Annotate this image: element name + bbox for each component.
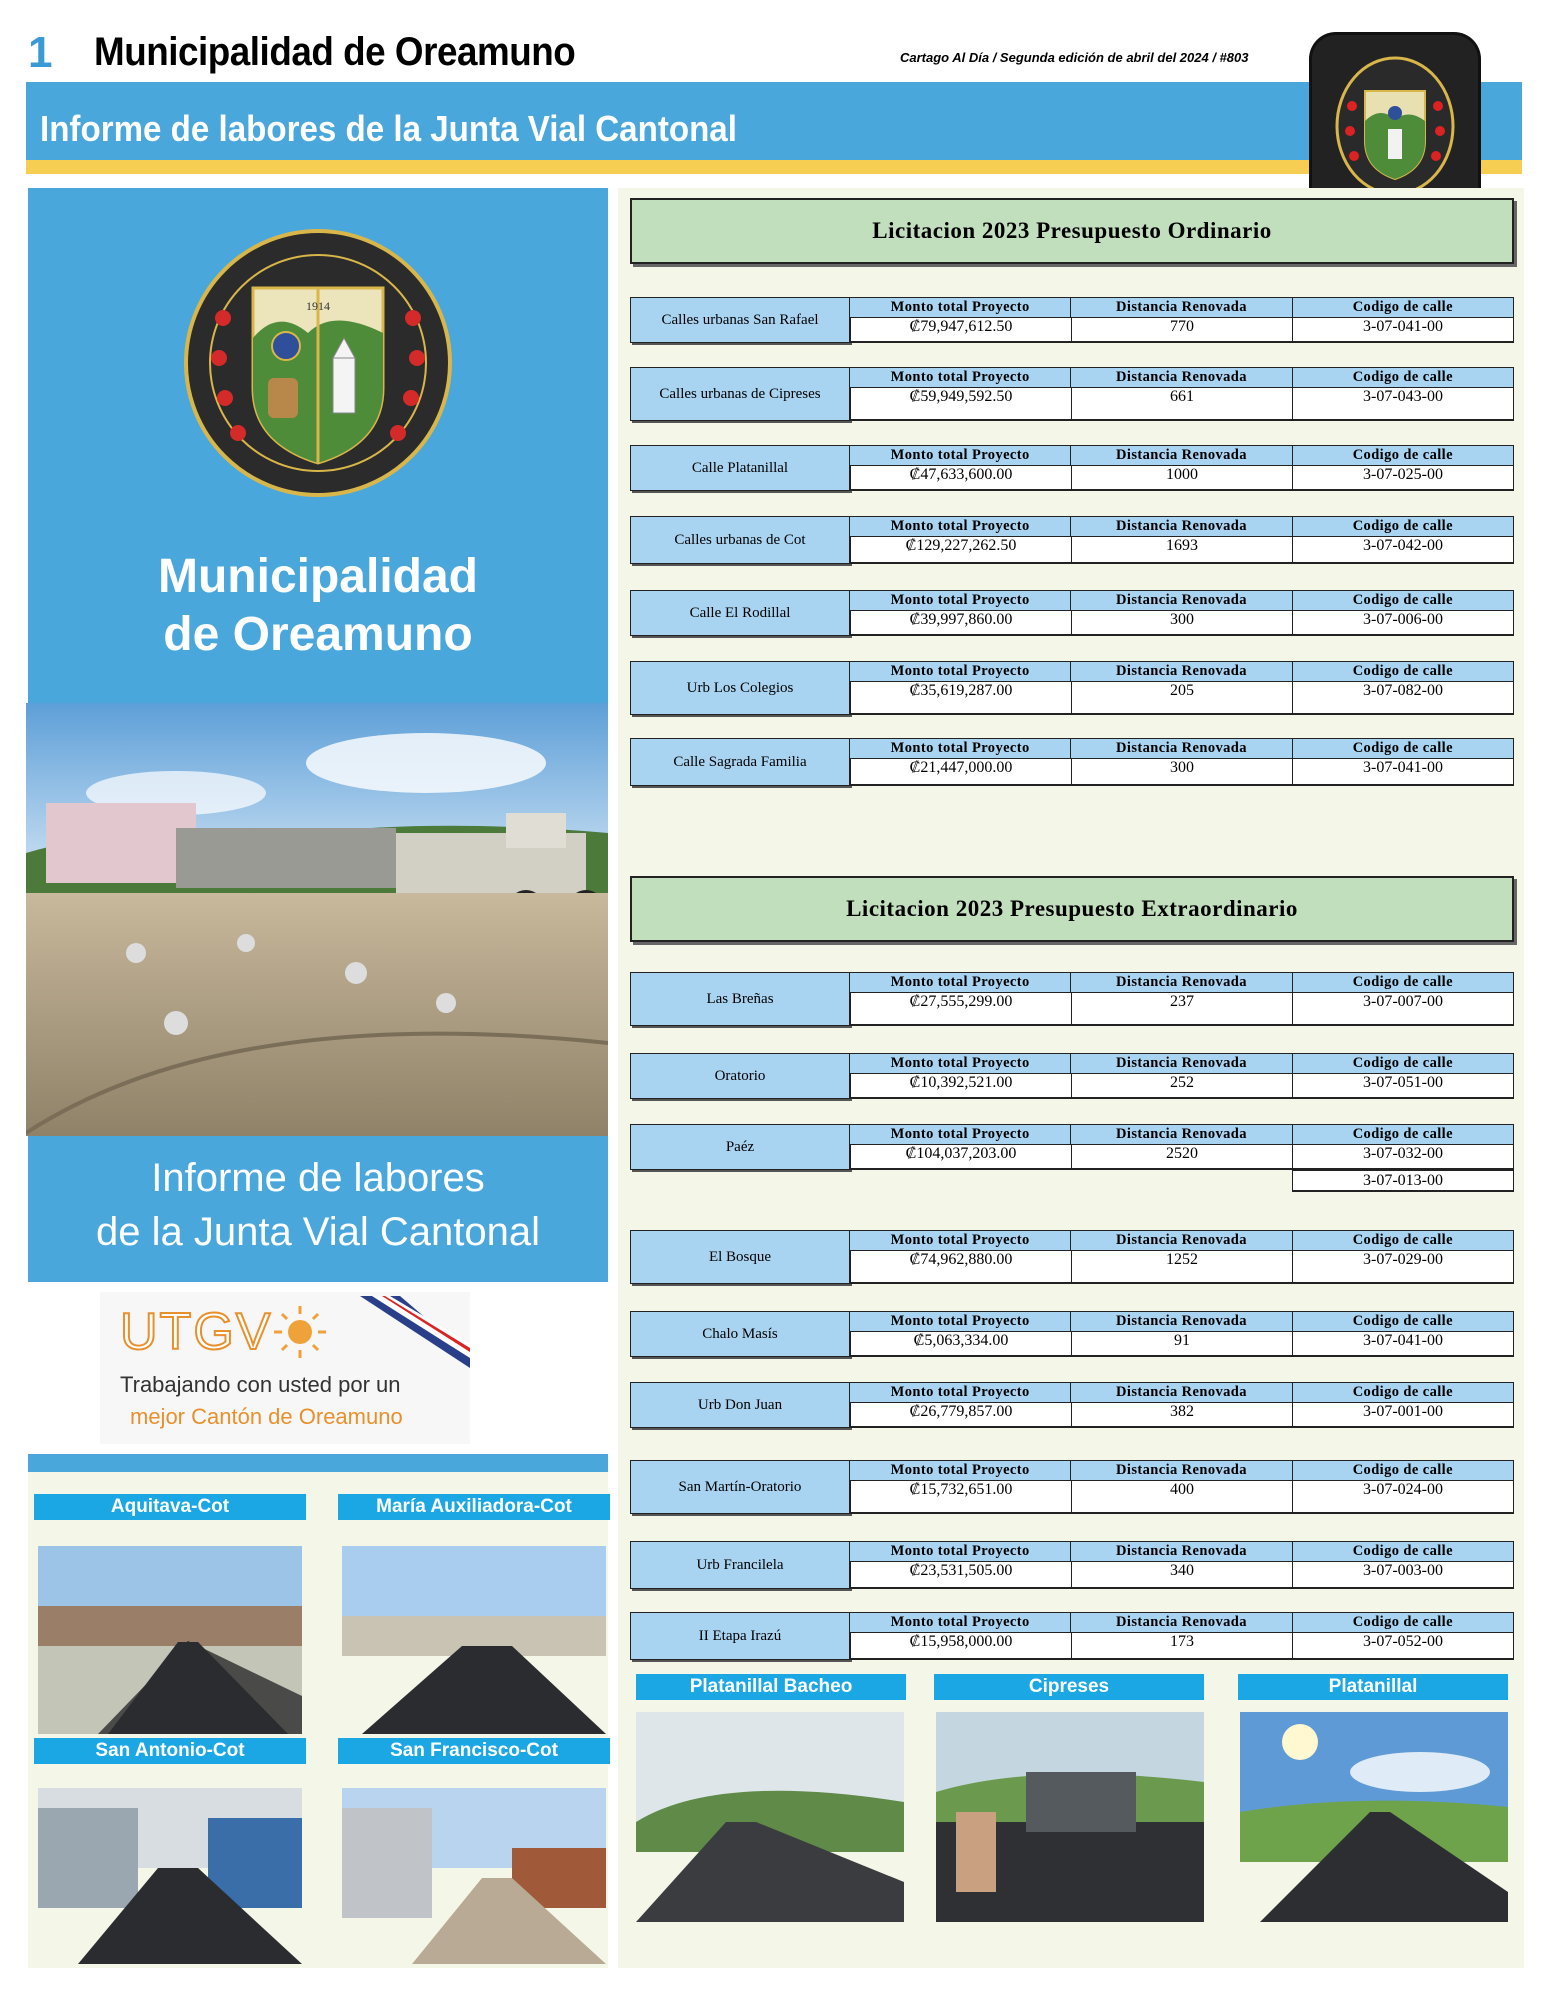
- header-distancia: Distancia Renovada: [1071, 1312, 1292, 1331]
- value-codigo: 3-07-041-00: [1293, 758, 1514, 784]
- project-name: San Martín-Oratorio: [630, 1460, 850, 1514]
- project-row: [630, 590, 1514, 636]
- project-name: Calles urbanas de Cipreses: [630, 367, 850, 421]
- value-monto: ₡23,531,505.00: [850, 1561, 1072, 1587]
- project-header: [850, 972, 1514, 992]
- value-monto: ₡21,447,000.00: [850, 758, 1072, 784]
- project-values: [850, 1632, 1514, 1660]
- header-distancia: Distancia Renovada: [1071, 591, 1292, 610]
- header-monto: Monto total Proyecto: [850, 1231, 1071, 1250]
- project-name: Oratorio: [630, 1053, 850, 1099]
- header-monto: Monto total Proyecto: [850, 517, 1071, 536]
- masthead-title: Municipalidad de Oreamuno: [94, 30, 576, 74]
- photo-label-san-antonio: San Antonio-Cot: [34, 1738, 306, 1764]
- header-codigo: Codigo de calle: [1352, 592, 1453, 608]
- extraordinario-section-title: Licitacion 2023 Presupuesto Extraordinario: [630, 876, 1514, 942]
- project-name: Urb Don Juan: [630, 1382, 850, 1428]
- sun-icon: [270, 1302, 330, 1362]
- photo-label-aquitava: Aquitava-Cot: [34, 1494, 306, 1520]
- street-photo-san-antonio: [38, 1788, 302, 1964]
- project-values: [850, 992, 1514, 1026]
- costa-rica-flag-icon: [360, 1296, 470, 1368]
- project-header: [850, 1311, 1514, 1331]
- project-name: El Bosque: [630, 1230, 850, 1284]
- project-name: II Etapa Irazú: [630, 1612, 850, 1660]
- project-name: Calle El Rodillal: [630, 590, 850, 636]
- header-monto: Monto total Proyecto: [850, 739, 1071, 758]
- header-distancia: Distancia Renovada: [1071, 1383, 1292, 1402]
- left-report-panel: [28, 1136, 608, 1282]
- value-distancia: 91: [1072, 1331, 1293, 1355]
- value-monto: ₡129,227,262.50: [850, 536, 1072, 562]
- value-codigo: 3-07-032-00: [1293, 1144, 1514, 1168]
- project-values: [850, 1480, 1514, 1514]
- utgv-logo-block: [100, 1292, 470, 1444]
- value-distancia: 400: [1072, 1480, 1293, 1512]
- value-codigo: 3-07-051-00: [1293, 1073, 1514, 1097]
- project-row: [630, 1460, 1514, 1514]
- header-codigo: Codigo de calle: [1352, 1232, 1453, 1248]
- value-distancia: 173: [1072, 1632, 1293, 1658]
- project-row: [630, 738, 1514, 786]
- header-monto: Monto total Proyecto: [850, 662, 1071, 681]
- photo-label-platanillal-bacheo: Platanillal Bacheo: [636, 1674, 906, 1700]
- photo-label-cipreses: Cipreses: [934, 1674, 1204, 1700]
- value-codigo: 3-07-003-00: [1293, 1561, 1514, 1587]
- project-row: [630, 1124, 1514, 1170]
- value-distancia: 300: [1072, 610, 1293, 634]
- header-codigo: Codigo de calle: [1352, 663, 1453, 679]
- header-codigo: Codigo de calle: [1352, 1055, 1453, 1071]
- header-distancia: Distancia Renovada: [1071, 1542, 1292, 1561]
- title-band: [26, 82, 1522, 160]
- header-codigo: Codigo de calle: [1352, 1462, 1453, 1478]
- project-row: [630, 1311, 1514, 1357]
- value-codigo: 3-07-029-00: [1293, 1250, 1514, 1282]
- header-distancia: Distancia Renovada: [1071, 368, 1292, 387]
- value-distancia: 205: [1072, 681, 1293, 713]
- project-values: [850, 1561, 1514, 1589]
- project-values: [850, 317, 1514, 343]
- edition-info: Cartago Al Día / Segunda edición de abril del 2024 / #803: [900, 50, 1249, 65]
- header-monto: Monto total Proyecto: [850, 1312, 1071, 1331]
- coat-of-arms-icon: [183, 228, 453, 498]
- project-header: [850, 297, 1514, 317]
- header-distancia: Distancia Renovada: [1071, 517, 1292, 536]
- header-distancia: Distancia Renovada: [1071, 446, 1292, 465]
- project-row: [630, 1230, 1514, 1284]
- value-monto: ₡104,037,203.00: [850, 1144, 1072, 1168]
- header-monto: Monto total Proyecto: [850, 446, 1071, 465]
- project-values: [850, 1144, 1514, 1170]
- value-monto: ₡10,392,521.00: [850, 1073, 1072, 1097]
- road-photo-platanillal-bacheo: [636, 1712, 904, 1922]
- header-monto: Monto total Proyecto: [850, 973, 1071, 992]
- header-codigo: Codigo de calle: [1352, 740, 1453, 756]
- project-header: [850, 1230, 1514, 1250]
- project-header: [850, 516, 1514, 536]
- value-monto: ₡74,962,880.00: [850, 1250, 1072, 1282]
- header-codigo: Codigo de calle: [1352, 1126, 1453, 1142]
- hero-muni-line2: de Oreamuno: [163, 608, 473, 661]
- value-distancia: 770: [1072, 317, 1293, 341]
- project-row: [630, 367, 1514, 421]
- header-monto: Monto total Proyecto: [850, 368, 1071, 387]
- utgv-tagline2: mejor Cantón de Oreamuno: [130, 1404, 403, 1429]
- project-name: Urb Francilela: [630, 1541, 850, 1589]
- hero-muni-line1: Municipalidad: [157, 550, 478, 603]
- project-name: Urb Los Colegios: [630, 661, 850, 715]
- project-row: [630, 661, 1514, 715]
- header-monto: Monto total Proyecto: [850, 298, 1071, 317]
- header-distancia: Distancia Renovada: [1071, 662, 1292, 681]
- page-number: 1: [28, 28, 53, 77]
- svg-text:1914: 1914: [306, 299, 330, 313]
- header-codigo: Codigo de calle: [1352, 369, 1453, 385]
- project-header: [850, 1382, 1514, 1402]
- value-codigo: 3-07-043-00: [1293, 387, 1514, 419]
- header-codigo: Codigo de calle: [1352, 447, 1453, 463]
- report-title: [28, 1151, 608, 1259]
- utgv-tagline1: Trabajando con usted por un: [120, 1372, 401, 1397]
- hero-municipality-name: [28, 548, 608, 664]
- value-monto: ₡59,949,592.50: [850, 387, 1072, 419]
- header-distancia: Distancia Renovada: [1071, 1054, 1292, 1073]
- report-title-line2: de la Junta Vial Cantonal: [95, 1210, 541, 1254]
- project-header: [850, 445, 1514, 465]
- project-row: [630, 1053, 1514, 1099]
- header-codigo: Codigo de calle: [1352, 1313, 1453, 1329]
- header-codigo: Codigo de calle: [1352, 974, 1453, 990]
- street-photo-aquitava: [38, 1546, 302, 1734]
- photo-label-platanillal: Platanillal: [1238, 1674, 1508, 1700]
- ordinario-section-title: Licitacion 2023 Presupuesto Ordinario: [630, 198, 1514, 264]
- value-codigo: 3-07-052-00: [1293, 1632, 1514, 1658]
- value-codigo: 3-07-082-00: [1293, 681, 1514, 713]
- band-title: Informe de labores de la Junta Vial Cantonal: [40, 108, 737, 149]
- header-monto: Monto total Proyecto: [850, 1461, 1071, 1480]
- value-codigo: 3-07-041-00: [1293, 317, 1514, 341]
- value-distancia: 382: [1072, 1402, 1293, 1426]
- accent-line: [26, 160, 1522, 174]
- report-title-line1: Informe de labores: [151, 1156, 485, 1200]
- project-name: Calles urbanas de Cot: [630, 516, 850, 564]
- value-monto: ₡15,958,000.00: [850, 1632, 1072, 1658]
- project-row: [630, 445, 1514, 491]
- project-name: Chalo Masís: [630, 1311, 850, 1357]
- construction-site-photo: [26, 703, 608, 1136]
- photo-label-san-francisco: San Francisco-Cot: [338, 1738, 610, 1764]
- project-row: [630, 972, 1514, 1026]
- project-values: [850, 1250, 1514, 1284]
- value-monto: ₡27,555,299.00: [850, 992, 1072, 1024]
- header-distancia: Distancia Renovada: [1071, 973, 1292, 992]
- header-monto: Monto total Proyecto: [850, 1542, 1071, 1561]
- left-hero-panel: [28, 188, 608, 703]
- project-header: [850, 1541, 1514, 1561]
- header-codigo: Codigo de calle: [1352, 299, 1453, 315]
- value-distancia: 1252: [1072, 1250, 1293, 1282]
- header-distancia: Distancia Renovada: [1071, 1461, 1292, 1480]
- header-codigo: Codigo de calle: [1352, 1614, 1453, 1630]
- header-distancia: Distancia Renovada: [1071, 739, 1292, 758]
- project-header: [850, 661, 1514, 681]
- value-distancia: 661: [1072, 387, 1293, 419]
- header-distancia: Distancia Renovada: [1071, 298, 1292, 317]
- value-codigo: 3-07-025-00: [1293, 465, 1514, 489]
- project-row: [630, 1541, 1514, 1589]
- value-codigo: 3-07-024-00: [1293, 1480, 1514, 1512]
- header-monto: Monto total Proyecto: [850, 1054, 1071, 1073]
- value-codigo: 3-07-007-00: [1293, 992, 1514, 1024]
- project-header: [850, 1460, 1514, 1480]
- header-monto: Monto total Proyecto: [850, 1125, 1071, 1144]
- header-distancia: Distancia Renovada: [1071, 1125, 1292, 1144]
- value-monto: ₡35,619,287.00: [850, 681, 1072, 713]
- value-distancia: 252: [1072, 1073, 1293, 1097]
- value-distancia: 1000: [1072, 465, 1293, 489]
- value-distancia: 237: [1072, 992, 1293, 1024]
- project-values: [850, 536, 1514, 564]
- utgv-logo-text: UTGV: [120, 1303, 273, 1361]
- value-monto: ₡26,779,857.00: [850, 1402, 1072, 1426]
- project-values: [850, 1073, 1514, 1099]
- value-codigo: 3-07-042-00: [1293, 536, 1514, 562]
- left-divider-stripe: [28, 1454, 608, 1472]
- project-header: [850, 1612, 1514, 1632]
- value-monto: ₡79,947,612.50: [850, 317, 1072, 341]
- project-values: [850, 387, 1514, 421]
- street-photo-maria-auxiliadora: [342, 1546, 606, 1734]
- street-photo-san-francisco: [342, 1788, 606, 1964]
- project-name: Las Breñas: [630, 972, 850, 1026]
- project-name: Calle Platanillal: [630, 445, 850, 491]
- project-row: [630, 1612, 1514, 1660]
- project-values: [850, 758, 1514, 786]
- header-monto: Monto total Proyecto: [850, 1383, 1071, 1402]
- project-values: [850, 610, 1514, 636]
- header-monto: Monto total Proyecto: [850, 1613, 1071, 1632]
- coat-of-arms-icon: [1330, 51, 1460, 201]
- project-name: Calle Sagrada Familia: [630, 738, 850, 786]
- value-distancia: 340: [1072, 1561, 1293, 1587]
- header-codigo: Codigo de calle: [1352, 1384, 1453, 1400]
- photo-label-maria-auxiliadora: María Auxiliadora-Cot: [338, 1494, 610, 1520]
- header-codigo: Codigo de calle: [1352, 518, 1453, 534]
- project-values: [850, 1402, 1514, 1428]
- project-header: [850, 1124, 1514, 1144]
- project-row: [630, 297, 1514, 343]
- header-distancia: Distancia Renovada: [1071, 1231, 1292, 1250]
- project-row: [630, 516, 1514, 564]
- value-codigo: 3-07-001-00: [1293, 1402, 1514, 1426]
- value-monto: ₡5,063,334.00: [850, 1331, 1072, 1355]
- value-codigo: 3-07-041-00: [1293, 1331, 1514, 1355]
- value-monto: ₡47,633,600.00: [850, 465, 1072, 489]
- project-row: [630, 1382, 1514, 1428]
- value-monto: ₡39,997,860.00: [850, 610, 1072, 634]
- project-header: [850, 1053, 1514, 1073]
- project-values: [850, 465, 1514, 491]
- header-monto: Monto total Proyecto: [850, 591, 1071, 610]
- project-header: [850, 590, 1514, 610]
- project-values: [850, 1331, 1514, 1357]
- value-distancia: 300: [1072, 758, 1293, 784]
- value-distancia: 1693: [1072, 536, 1293, 562]
- value-codigo-extra: 3-07-013-00: [1292, 1170, 1514, 1192]
- value-distancia: 2520: [1072, 1144, 1293, 1168]
- project-values: [850, 681, 1514, 715]
- value-monto: ₡15,732,651.00: [850, 1480, 1072, 1512]
- road-photo-platanillal: [1240, 1712, 1508, 1922]
- road-photo-cipreses: [936, 1712, 1204, 1922]
- header-distancia: Distancia Renovada: [1071, 1613, 1292, 1632]
- project-header: [850, 738, 1514, 758]
- header-codigo: Codigo de calle: [1352, 1543, 1453, 1559]
- project-header: [850, 367, 1514, 387]
- project-name: Paéz: [630, 1124, 850, 1170]
- project-name: Calles urbanas San Rafael: [630, 297, 850, 343]
- value-codigo: 3-07-006-00: [1293, 610, 1514, 634]
